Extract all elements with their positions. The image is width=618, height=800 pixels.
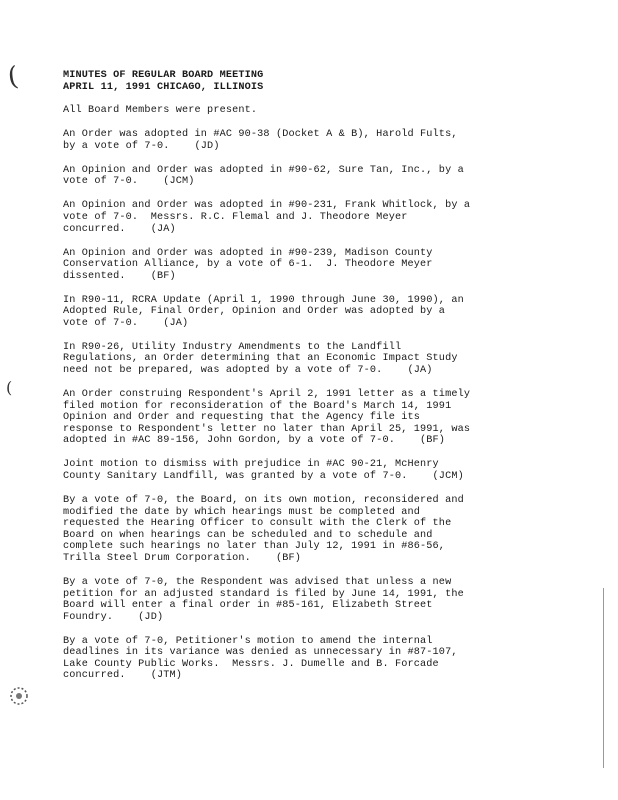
paragraph-line: Conservation Alliance, by a vote of 6-1. J. Theodore Meyer	[63, 259, 433, 271]
minutes-paragraph	[63, 105, 543, 117]
paragraph-line: adopted in #AC 89-156, John Gordon, by a vote of 7-0. (BF)	[63, 435, 446, 447]
paragraph-line: By a vote of 7-0, the Board, on its own motion, reconsidered and	[63, 494, 464, 506]
minutes-body	[63, 70, 543, 694]
paragraph-line: Trilla Steel Drum Corporation. (BF)	[63, 552, 302, 564]
paragraph-list	[63, 105, 543, 682]
paragraph-line: concurred. (JA)	[63, 223, 176, 235]
paragraph-line: Board on when hearings can be scheduled and to schedule and	[63, 529, 433, 541]
paragraph-line: response to Respondent's letter no later than April 25, 1991, was	[63, 423, 471, 435]
paragraph-line: In R90-26, Utility Industry Amendments to the Landfill	[63, 341, 402, 353]
paragraph-line: County Sanitary Landfill, was granted by a vote of 7-0. (JCM)	[63, 470, 464, 482]
minutes-paragraph	[63, 295, 543, 330]
heading-date-location: APRIL 11, 1991 CHICAGO, ILLINOIS	[63, 81, 264, 93]
hole-punch-mark	[6, 684, 32, 708]
paragraph-line: Opinion and Order and requesting that the Agency file its	[63, 412, 421, 424]
paragraph-line: Adopted Rule, Final Order, Opinion and Order was adopted by a	[63, 306, 446, 318]
paragraph-line: Lake County Public Works. Messrs. J. Dumelle and B. Forcade	[63, 658, 439, 670]
paragraph-line: An Opinion and Order was adopted in #90-239, Madison County	[63, 247, 433, 259]
paragraph-line: petition for an adjusted standard is filed by June 14, 1991, the	[63, 588, 464, 600]
paragraph-line: deadlines in its variance was denied as unnecessary in #87-107,	[63, 647, 458, 659]
minutes-paragraph	[63, 248, 543, 283]
minutes-paragraph	[63, 342, 543, 377]
minutes-paragraph	[63, 459, 543, 482]
paragraph-line: complete such hearings no later than July 12, 1991 in #86-56,	[63, 541, 446, 553]
margin-scribble-top: (	[5, 61, 21, 93]
margin-scribble-middle: (	[6, 378, 13, 397]
paragraph-line: vote of 7-0. (JA)	[63, 317, 189, 329]
paragraph-line: filed motion for reconsideration of the Board's March 14, 1991	[63, 400, 452, 412]
paragraph-line: In R90-11, RCRA Update (April 1, 1990 through June 30, 1990), an	[63, 294, 464, 306]
heading-title: MINUTES OF REGULAR BOARD MEETING	[63, 70, 264, 81]
paragraph-line: Foundry. (JD)	[63, 611, 164, 623]
paragraph-line: modified the date by which hearings must be completed and	[63, 506, 421, 518]
paragraph-line: requested the Hearing Officer to consult with the Clerk of the	[63, 518, 452, 530]
paragraph-line: An Order was adopted in #AC 90-38 (Docket A & B), Harold Fults,	[63, 129, 458, 141]
minutes-paragraph	[63, 129, 543, 152]
paragraph-line: dissented. (BF)	[63, 270, 176, 282]
paragraph-line: By a vote of 7-0, the Respondent was advised that unless a new	[63, 576, 452, 588]
paragraph-line: An Opinion and Order was adopted in #90-62, Sure Tan, Inc., by a	[63, 164, 464, 176]
paragraph-line: Joint motion to dismiss with prejudice in #AC 90-21, McHenry	[63, 459, 439, 471]
paragraph-line: Board will enter a final order in #85-161, Elizabeth Street	[63, 600, 433, 612]
paragraph-line: by a vote of 7-0. (JD)	[63, 140, 220, 152]
minutes-paragraph	[63, 577, 543, 623]
minutes-paragraph	[63, 495, 543, 565]
minutes-paragraph	[63, 200, 543, 235]
paragraph-line: An Opinion and Order was adopted in #90-231, Frank Whitlock, by a	[63, 200, 471, 212]
paragraph-line: An Order construing Respondent's April 2, 1991 letter as a timely	[63, 389, 471, 401]
page-edge-line	[603, 588, 604, 768]
minutes-paragraph	[63, 389, 543, 447]
paragraph-line: By a vote of 7-0, Petitioner's motion to amend the internal	[63, 635, 433, 647]
paragraph-line: vote of 7-0. (JCM)	[63, 176, 195, 188]
paragraph-line: need not be prepared, was adopted by a vote of 7-0. (JA)	[63, 365, 433, 377]
minutes-paragraph	[63, 636, 543, 682]
paragraph-line: All Board Members were present.	[63, 105, 258, 117]
paragraph-line: Regulations, an Order determining that an Economic Impact Study	[63, 353, 458, 365]
paragraph-line: vote of 7-0. Messrs. R.C. Flemal and J. Theodore Meyer	[63, 211, 408, 223]
minutes-paragraph	[63, 165, 543, 188]
paragraph-line: concurred. (JTM)	[63, 670, 183, 682]
